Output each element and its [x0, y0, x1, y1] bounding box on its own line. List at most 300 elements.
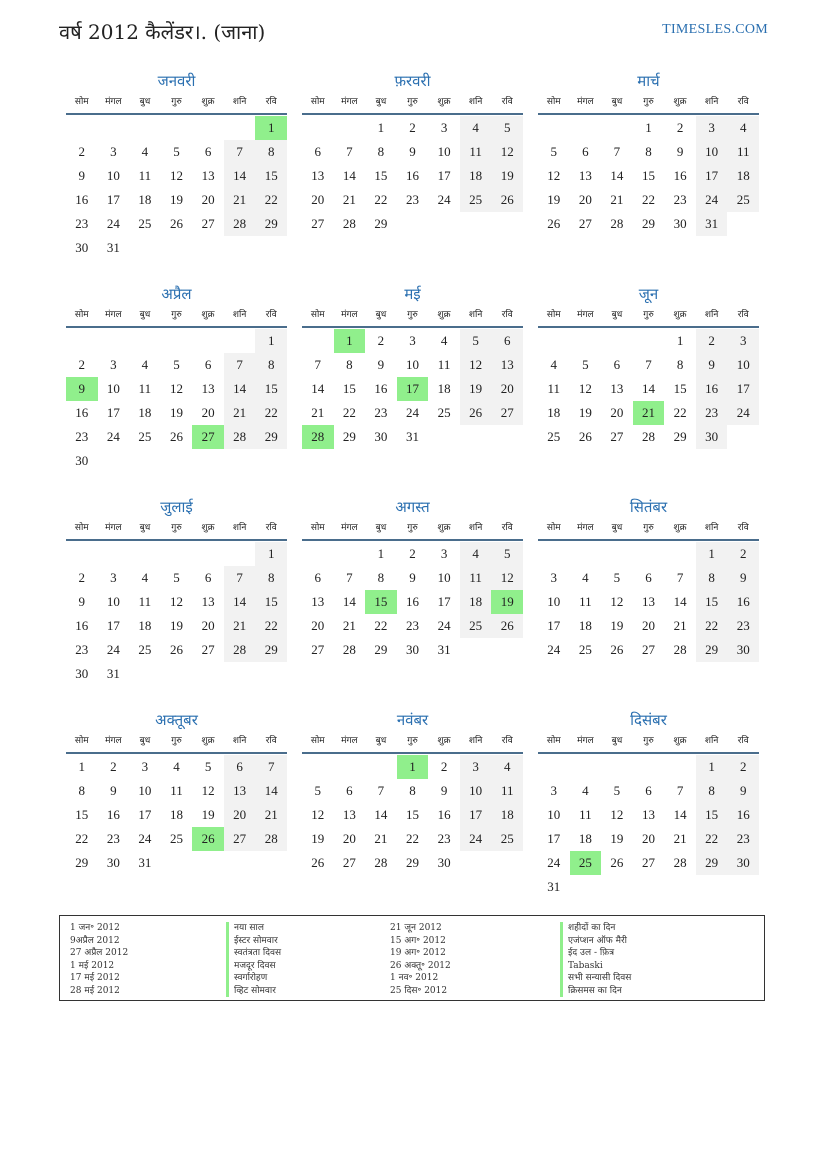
weekday-label: बुध	[139, 97, 151, 107]
weekday-label: गुरु	[407, 310, 418, 320]
weekday-label: रवि	[501, 523, 513, 533]
day-cell: 17	[106, 618, 120, 633]
weekday-label: सोम	[310, 97, 325, 107]
weekday-label: शुक्र	[437, 736, 451, 746]
day-cell: 12	[201, 783, 215, 798]
day-cell: 18	[491, 803, 523, 827]
empty-cell	[633, 755, 665, 779]
day-cell: 9	[377, 357, 385, 372]
weekday-label: सोम	[546, 97, 561, 107]
page-title: वर्ष 2012 कैलेंडर।. (जाना)	[59, 20, 266, 44]
day-cell: 16	[673, 168, 687, 183]
day-cell: 15	[405, 807, 419, 822]
day-cell: 13	[224, 779, 256, 803]
holiday-day-cell: 28	[302, 425, 334, 449]
day-cell: 29	[374, 642, 388, 657]
day-cell: 20	[610, 405, 624, 420]
weekday-label: गुरु	[171, 310, 182, 320]
month-name: नवंबर	[396, 711, 429, 729]
day-cell: 31	[106, 240, 120, 255]
holiday-day-cell: 17	[397, 377, 429, 401]
day-cell: 19	[578, 405, 592, 420]
day-cell: 27	[311, 216, 325, 231]
day-cell: 22	[255, 401, 287, 425]
day-cell: 18	[138, 405, 152, 420]
holiday-date: 27 अप्रैल 2012	[70, 948, 129, 958]
months-grid	[66, 70, 762, 900]
day-cell: 8	[696, 779, 728, 803]
day-cell: 14	[224, 164, 256, 188]
day-cell: 24	[405, 405, 419, 420]
empty-cell	[570, 542, 602, 566]
month-name: फ़रवरी	[394, 72, 431, 90]
weekday-label: रवि	[265, 97, 277, 107]
day-cell: 22	[75, 831, 89, 846]
empty-cell	[538, 542, 570, 566]
day-cell: 13	[641, 807, 655, 822]
day-cell: 16	[106, 807, 120, 822]
day-cell: 26	[169, 429, 183, 444]
holiday-name: क्रिसमस का दिन	[560, 985, 631, 998]
month-name: दिसंबर	[630, 711, 667, 729]
weekday-label: शुक्र	[437, 523, 451, 533]
day-cell: 22	[342, 405, 356, 420]
weekday-label: रवि	[737, 523, 749, 533]
day-cell: 15	[255, 377, 287, 401]
day-cell: 16	[727, 803, 759, 827]
day-cell: 1	[696, 542, 728, 566]
weekday-label: सोम	[546, 310, 561, 320]
day-cell: 18	[437, 381, 451, 396]
day-grid	[538, 116, 759, 236]
weekday-label: गुरु	[171, 523, 182, 533]
day-cell: 12	[610, 594, 624, 609]
day-cell: 18	[138, 618, 152, 633]
day-cell: 9	[727, 779, 759, 803]
day-cell: 17	[727, 377, 759, 401]
empty-cell	[161, 542, 193, 566]
day-grid	[66, 329, 287, 473]
day-cell: 29	[255, 212, 287, 236]
day-cell: 17	[138, 807, 152, 822]
empty-cell	[98, 116, 130, 140]
weekday-label: शुक्र	[673, 736, 687, 746]
day-cell: 19	[460, 377, 492, 401]
holiday-day-cell: 27	[192, 425, 224, 449]
weekday-label: मंगल	[341, 97, 358, 107]
day-grid	[302, 329, 523, 449]
weekday-label: गुरु	[643, 523, 654, 533]
month-block	[302, 70, 523, 261]
day-cell: 3	[440, 120, 448, 135]
holiday-name: सभी सन्यासी दिवस	[560, 972, 631, 985]
day-cell: 6	[204, 357, 212, 372]
day-cell: 2	[78, 357, 86, 372]
day-cell: 18	[547, 405, 561, 420]
day-cell: 29	[75, 855, 89, 870]
day-cell: 11	[170, 783, 183, 798]
day-cell: 8	[255, 140, 287, 164]
day-cell: 2	[727, 542, 759, 566]
weekday-label: बुध	[139, 310, 151, 320]
weekday-label: बुध	[611, 523, 623, 533]
weekday-header	[538, 92, 759, 115]
day-cell: 4	[141, 357, 149, 372]
holiday-day-cell: 1	[334, 329, 366, 353]
day-cell: 29	[673, 429, 687, 444]
day-cell: 14	[673, 594, 687, 609]
day-cell: 7	[676, 783, 684, 798]
day-cell: 5	[613, 783, 621, 798]
weekday-label: शनि	[468, 736, 483, 746]
weekday-label: सोम	[310, 523, 325, 533]
day-cell: 28	[374, 855, 388, 870]
day-cell: 13	[610, 381, 624, 396]
day-cell: 26	[610, 855, 624, 870]
day-cell: 14	[224, 377, 256, 401]
day-cell: 10	[106, 594, 120, 609]
holiday-date: 19 अग॰ 2012	[390, 948, 446, 958]
day-cell: 7	[255, 755, 287, 779]
weekday-label: बुध	[139, 736, 151, 746]
day-cell: 11	[138, 594, 152, 609]
day-cell: 26	[169, 642, 183, 657]
day-cell: 25	[169, 831, 183, 846]
day-cell: 11	[138, 381, 152, 396]
empty-cell	[302, 542, 334, 566]
weekday-label: गुरु	[407, 523, 418, 533]
day-cell: 17	[547, 831, 561, 846]
day-cell: 30	[673, 216, 687, 231]
holiday-name: व्हिट सोमवार	[226, 985, 281, 998]
day-cell: 28	[224, 425, 256, 449]
day-cell: 25	[460, 614, 492, 638]
weekday-label: शुक्र	[673, 523, 687, 533]
empty-cell	[161, 116, 193, 140]
day-cell: 22	[641, 192, 655, 207]
empty-cell	[601, 755, 633, 779]
day-cell: 5	[173, 357, 180, 372]
month-name: अगस्त	[395, 498, 430, 516]
weekday-label: शनि	[704, 310, 719, 320]
day-cell: 11	[491, 779, 523, 803]
day-cell: 28	[673, 642, 687, 657]
day-cell: 26	[578, 429, 592, 444]
day-cell: 23	[405, 192, 419, 207]
empty-cell	[664, 755, 696, 779]
day-cell: 18	[727, 164, 759, 188]
day-cell: 8	[645, 144, 652, 159]
weekday-label: रवि	[737, 310, 749, 320]
day-cell: 20	[311, 192, 325, 207]
day-cell: 19	[610, 831, 624, 846]
day-cell: 17	[106, 192, 120, 207]
empty-cell	[66, 542, 98, 566]
month-block	[538, 283, 759, 474]
day-cell: 22	[374, 192, 388, 207]
day-cell: 5	[582, 357, 589, 372]
weekday-header	[538, 305, 759, 328]
weekday-label: सोम	[74, 310, 89, 320]
empty-cell	[192, 542, 224, 566]
empty-cell	[192, 329, 224, 353]
holiday-names-col-2	[560, 922, 631, 997]
day-grid	[66, 542, 287, 686]
day-cell: 18	[460, 590, 492, 614]
empty-cell	[601, 542, 633, 566]
day-cell: 17	[106, 405, 120, 420]
month-block	[538, 70, 759, 261]
holiday-name: ईस्टर सोमवार	[226, 935, 281, 948]
empty-cell	[224, 329, 256, 353]
month-name: अक्तूबर	[155, 711, 198, 729]
weekday-label: शनि	[468, 523, 483, 533]
day-cell: 31	[547, 879, 561, 894]
day-cell: 24	[547, 855, 561, 870]
empty-cell	[334, 755, 366, 779]
day-cell: 15	[75, 807, 89, 822]
day-cell: 8	[377, 570, 385, 585]
month-block	[538, 496, 759, 687]
weekday-label: सोम	[310, 310, 325, 320]
month-block	[66, 70, 287, 261]
month-name: जुलाई	[160, 498, 193, 516]
day-cell: 21	[224, 401, 256, 425]
weekday-label: गुरु	[643, 736, 654, 746]
holiday-date: 26 अक्तू॰ 2012	[390, 960, 451, 971]
day-cell: 27	[610, 429, 624, 444]
weekday-label: शुक्र	[201, 523, 215, 533]
weekday-label: मंगल	[577, 736, 594, 746]
day-cell: 13	[342, 807, 356, 822]
day-cell: 20	[311, 618, 325, 633]
day-cell: 10	[437, 570, 451, 585]
day-cell: 23	[405, 618, 419, 633]
day-cell: 24	[696, 188, 728, 212]
day-cell: 5	[550, 144, 558, 159]
day-cell: 3	[696, 116, 728, 140]
weekday-label: मंगल	[577, 97, 594, 107]
day-cell: 26	[460, 401, 492, 425]
day-cell: 9	[727, 566, 759, 590]
day-cell: 17	[437, 168, 451, 183]
holiday-date: 1 मई 2012	[70, 960, 115, 971]
day-cell: 3	[141, 759, 149, 774]
day-cell: 3	[409, 333, 416, 348]
weekday-header	[66, 518, 287, 541]
weekday-label: शुक्र	[673, 310, 687, 320]
day-cell: 15	[696, 590, 728, 614]
day-cell: 14	[342, 594, 356, 609]
day-cell: 11	[727, 140, 759, 164]
weekday-label: शुक्र	[437, 310, 451, 320]
day-cell: 28	[641, 429, 655, 444]
day-cell: 26	[610, 642, 624, 657]
day-cell: 6	[204, 144, 212, 159]
weekday-label: गुरु	[643, 310, 654, 320]
day-grid	[302, 755, 523, 875]
day-cell: 2	[409, 120, 416, 135]
weekday-label: रवि	[265, 523, 277, 533]
day-cell: 7	[314, 357, 322, 372]
weekday-label: शुक्र	[201, 310, 215, 320]
day-cell: 22	[374, 618, 388, 633]
weekday-label: रवि	[265, 310, 277, 320]
empty-cell	[334, 542, 366, 566]
day-cell: 16	[437, 807, 451, 822]
holiday-date: 17 मई 2012	[70, 973, 120, 983]
weekday-label: गुरु	[407, 736, 418, 746]
day-cell: 19	[311, 831, 325, 846]
day-cell: 6	[314, 570, 322, 585]
day-cell: 31	[405, 429, 419, 444]
day-cell: 10	[460, 779, 492, 803]
day-cell: 28	[342, 216, 356, 231]
day-cell: 4	[460, 542, 492, 566]
day-cell: 6	[645, 570, 652, 585]
day-cell: 2	[377, 333, 385, 348]
day-cell: 24	[138, 831, 152, 846]
day-cell: 19	[610, 618, 624, 633]
day-cell: 14	[610, 168, 624, 183]
weekday-label: शनि	[468, 310, 483, 320]
month-block	[302, 709, 523, 900]
weekday-label: बुध	[611, 736, 623, 746]
weekday-label: बुध	[375, 97, 387, 107]
day-cell: 6	[491, 329, 523, 353]
day-cell: 26	[169, 216, 183, 231]
day-cell: 19	[169, 405, 183, 420]
empty-cell	[302, 116, 334, 140]
day-cell: 23	[673, 192, 687, 207]
day-cell: 24	[727, 401, 759, 425]
empty-cell	[664, 542, 696, 566]
weekday-header	[538, 731, 759, 754]
day-cell: 12	[491, 140, 523, 164]
empty-cell	[570, 755, 602, 779]
day-cell: 9	[409, 570, 416, 585]
day-cell: 11	[579, 807, 592, 822]
day-cell: 4	[440, 333, 448, 348]
empty-cell	[538, 329, 570, 353]
day-cell: 23	[75, 429, 89, 444]
weekday-label: गुरु	[643, 97, 654, 107]
day-cell: 30	[374, 429, 388, 444]
day-grid	[302, 116, 523, 236]
day-cell: 7	[224, 566, 256, 590]
day-cell: 3	[110, 570, 117, 585]
day-cell: 30	[75, 240, 89, 255]
empty-cell	[334, 116, 366, 140]
day-cell: 31	[437, 642, 451, 657]
day-cell: 2	[409, 546, 416, 561]
day-cell: 5	[613, 570, 621, 585]
day-cell: 13	[311, 168, 325, 183]
day-cell: 11	[460, 566, 492, 590]
day-cell: 12	[311, 807, 325, 822]
day-cell: 18	[169, 807, 183, 822]
weekday-label: रवि	[737, 736, 749, 746]
day-cell: 13	[201, 168, 215, 183]
day-cell: 12	[169, 381, 183, 396]
day-cell: 21	[342, 618, 356, 633]
day-cell: 23	[75, 642, 89, 657]
weekday-label: बुध	[611, 97, 623, 107]
empty-cell	[129, 329, 161, 353]
day-cell: 7	[224, 140, 256, 164]
weekday-header	[302, 92, 523, 115]
day-cell: 14	[374, 807, 388, 822]
weekday-label: मंगल	[105, 523, 122, 533]
day-cell: 3	[110, 357, 117, 372]
empty-cell	[129, 542, 161, 566]
day-cell: 13	[201, 381, 215, 396]
day-cell: 8	[255, 566, 287, 590]
day-cell: 7	[346, 570, 353, 585]
empty-cell	[224, 542, 256, 566]
day-grid	[66, 755, 287, 875]
day-cell: 9	[676, 144, 684, 159]
weekday-header	[66, 731, 287, 754]
month-name: सितंबर	[629, 498, 668, 516]
day-cell: 15	[255, 164, 287, 188]
empty-cell	[302, 755, 334, 779]
day-cell: 6	[645, 783, 652, 798]
day-cell: 8	[78, 783, 86, 798]
weekday-label: बुध	[375, 736, 387, 746]
day-cell: 11	[437, 357, 451, 372]
holiday-day-cell: 15	[365, 590, 397, 614]
day-cell: 23	[727, 614, 759, 638]
day-cell: 8	[676, 357, 684, 372]
empty-cell	[538, 116, 570, 140]
day-cell: 9	[78, 168, 86, 183]
holiday-date: 9अप्रैल 2012	[70, 935, 120, 946]
day-cell: 29	[342, 429, 356, 444]
day-cell: 27	[641, 855, 655, 870]
day-cell: 12	[610, 807, 624, 822]
day-cell: 16	[405, 168, 419, 183]
day-cell: 14	[255, 779, 287, 803]
weekday-label: बुध	[375, 310, 387, 320]
holiday-date: 15 अग॰ 2012	[390, 935, 446, 946]
day-cell: 11	[579, 594, 592, 609]
holiday-name: Tabaski	[560, 960, 631, 973]
day-cell: 28	[255, 827, 287, 851]
day-cell: 10	[138, 783, 152, 798]
day-cell: 29	[255, 425, 287, 449]
holiday-date: 1 नव॰ 2012	[390, 973, 439, 983]
day-cell: 23	[75, 216, 89, 231]
holiday-dates-col-1	[70, 922, 128, 997]
day-cell: 10	[696, 140, 728, 164]
weekday-header	[66, 305, 287, 328]
month-block	[66, 283, 287, 474]
day-cell: 18	[578, 618, 592, 633]
day-cell: 10	[547, 594, 561, 609]
day-cell: 1	[696, 755, 728, 779]
day-cell: 24	[437, 192, 451, 207]
day-cell: 15	[342, 381, 356, 396]
weekday-label: मंगल	[577, 310, 594, 320]
day-cell: 25	[437, 405, 451, 420]
weekday-label: शुक्र	[201, 736, 215, 746]
brand-link[interactable]: TIMESLES.COM	[662, 22, 768, 37]
day-cell: 7	[346, 144, 353, 159]
day-cell: 4	[141, 570, 149, 585]
day-cell: 30	[727, 851, 759, 875]
day-cell: 19	[547, 192, 561, 207]
